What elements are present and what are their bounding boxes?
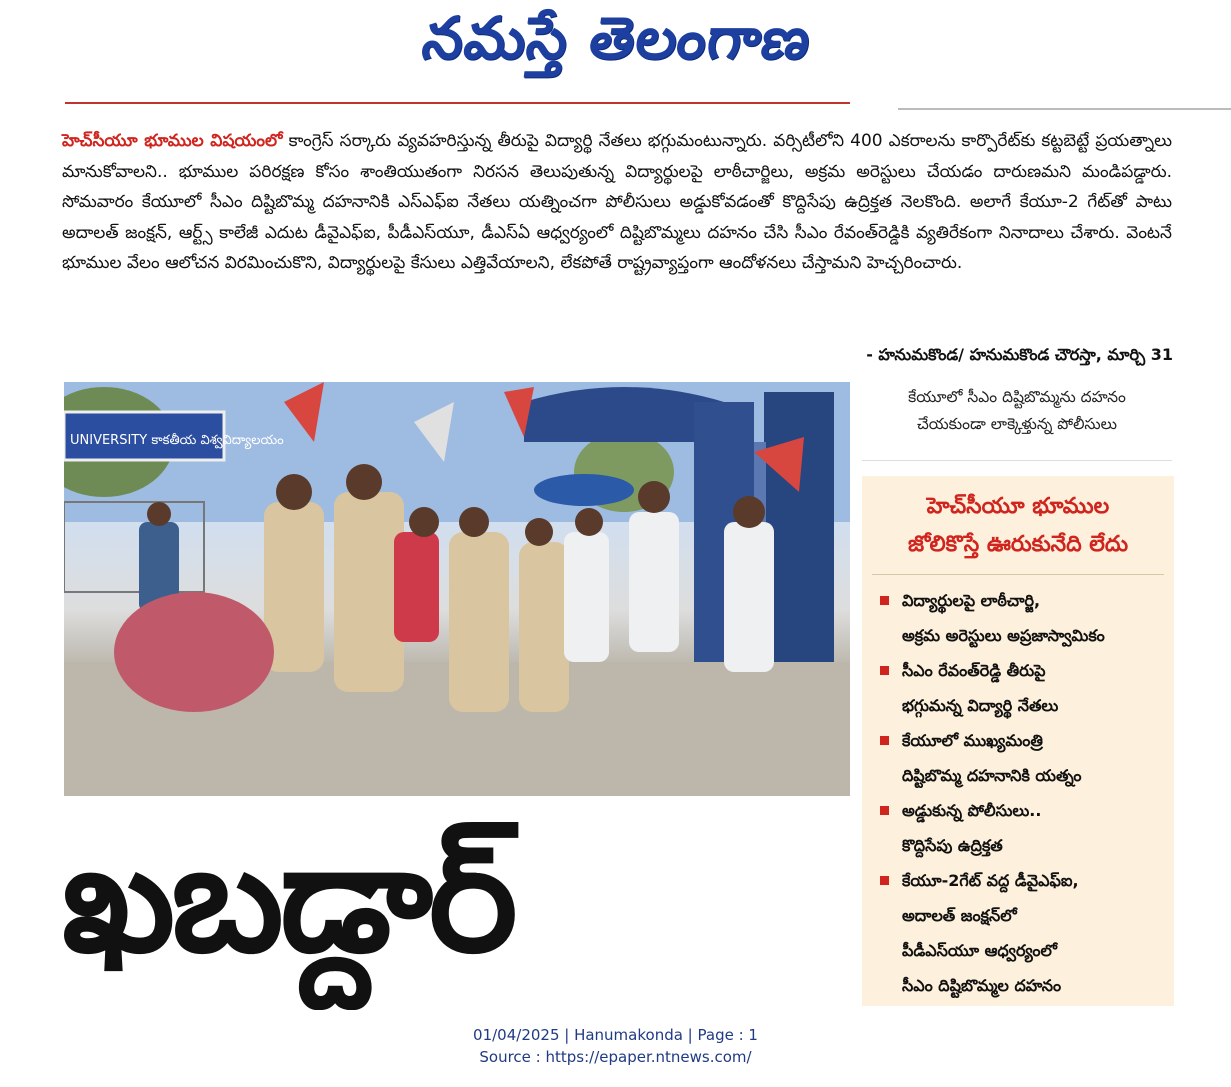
lead-paragraph: [62, 126, 1172, 279]
caption-line: చేయకుండా లాక్కెళ్తున్న పోలీసులు: [916, 415, 1118, 433]
list-item: [878, 723, 1166, 793]
list-item-line: అడ్డుకున్న పోలీసులు..: [902, 801, 1042, 820]
main-headline: ఖబడ్దార్: [62, 812, 514, 986]
list-item-line: కొద్దిసేపు ఉద్రిక్తత: [902, 836, 1003, 855]
list-item-line: కేయూ-2గేట్ వద్ద డీవైఎఫ్‌ఐ,: [902, 871, 1079, 890]
newspaper-title: నమస్తే తెలంగాణ: [417, 4, 816, 72]
bullet-icon: [880, 666, 889, 675]
header-rule-gray: [898, 108, 1231, 110]
highlights-heading: [862, 476, 1174, 564]
page-footer: [0, 1024, 1231, 1068]
list-item: [878, 863, 1166, 1003]
bullet-icon: [880, 596, 889, 605]
dateline: - హనుమకొండ/ హనుమకొండ చౌరస్తా, మార్చి 31: [866, 345, 1173, 364]
list-item-line: దిష్టిబొమ్మ దహనానికి యత్నం: [902, 766, 1082, 785]
highlights-list: [862, 575, 1174, 1003]
highlights-heading-line: జోలికొస్తే ఊరుకునేది లేదు: [907, 532, 1129, 557]
list-item: [878, 653, 1166, 723]
list-item-line: అక్రమ అరెస్టులు అప్రజాస్వామికం: [902, 626, 1105, 645]
header-rule: [65, 102, 850, 104]
list-item-line: సీఎం రేవంత్‌రెడ్డి తీరుపై: [902, 661, 1046, 680]
bullet-icon: [880, 876, 889, 885]
highlights-box: [862, 476, 1174, 1006]
lead-body: కాంగ్రెస్ సర్కారు వ్యవహరిస్తున్న తీరుపై విద్యార్థి నేతలు భగ్గుమంటున్నారు. వర్సిటీలోని 400 ఎకరాలను కార్పొరేట్‌కు కట్టబెట్టే ప్రయత్నాలు మానుకోవాలని.. భూముల పరిరక్షణ కోసం శాంతియుతంగా నిరసన తెలుపుతున్న విద్యార్థులపై లాఠీచార్జిలు, అక్రమ అరెస్టులు చేయడం దారుణమని మండిపడ్డారు. సోమవారం కేయూలో సీఎం దిష్టిబొమ్మ దహనానికి ఎస్‌ఎఫ్‌ఐ నేతలు యత్నించగా పోలీసులు అడ్డుకోవడంతో కొద్దిసేపు ఉద్రిక్తత నెలకొంది. అలాగే కేయూ-2 గేట్‌తో పాటు అదాలత్ జంక్షన్, ఆర్ట్స్ కాలేజీ ఎదుట డీవైఎఫ్‌ఐ, పీడీఎస్‌యూ, డీఎస్‌ఏ ఆధ్వర్యంలో దిష్టిబొమ్మలు దహనం చేసి సీఎం రేవంత్‌రెడ్డికి వ్యతిరేకంగా నినాదాలు చేశారు. వెంటనే భూముల వేలం ఆలోచన విరమించుకొని, విద్యార్థులపై కేసులు ఎత్తివేయాలని, లేకపోతే రాష్ట్రవ్యాప్తంగా ఆందోళనలు చేస్తామని హెచ్చరించారు.: [62, 131, 1173, 273]
highlights-heading-line: హెచ్‌సీయూ భూముల: [926, 494, 1110, 519]
list-item: [878, 583, 1166, 653]
list-item: [878, 793, 1166, 863]
list-item-line: సీఎం దిష్టిబొమ్మల దహనం: [902, 976, 1062, 995]
list-item-line: కేయూలో ముఖ్యమంత్రి: [902, 731, 1043, 750]
list-item-line: పీడీఎస్‌యూ ఆధ్వర్యంలో: [902, 941, 1057, 960]
footer-source-line[interactable]: Source : https://epaper.ntnews.com/: [479, 1048, 752, 1066]
bullet-icon: [880, 806, 889, 815]
list-item-line: అదాలత్ జంక్షన్‌లో: [902, 906, 1017, 925]
university-sign: UNIVERSITY కాకతీయ విశ్వవిద్యాలయం: [70, 433, 284, 448]
lead-kicker: హెచ్‌సీయూ భూముల విషయంలో: [62, 131, 283, 151]
list-item-line: భగ్గుమన్న విద్యార్థి నేతలు: [902, 696, 1059, 715]
news-photo: [64, 382, 850, 796]
photo-caption: [862, 384, 1172, 461]
caption-line: కేయూలో సీఎం దిష్టిబొమ్మను దహనం: [908, 388, 1126, 406]
masthead: [0, 0, 1231, 80]
bullet-icon: [880, 736, 889, 745]
list-item-line: విద్యార్థులపై లాఠీచార్జి,: [902, 591, 1041, 610]
footer-date-line: 01/04/2025 | Hanumakonda | Page : 1: [473, 1026, 758, 1044]
